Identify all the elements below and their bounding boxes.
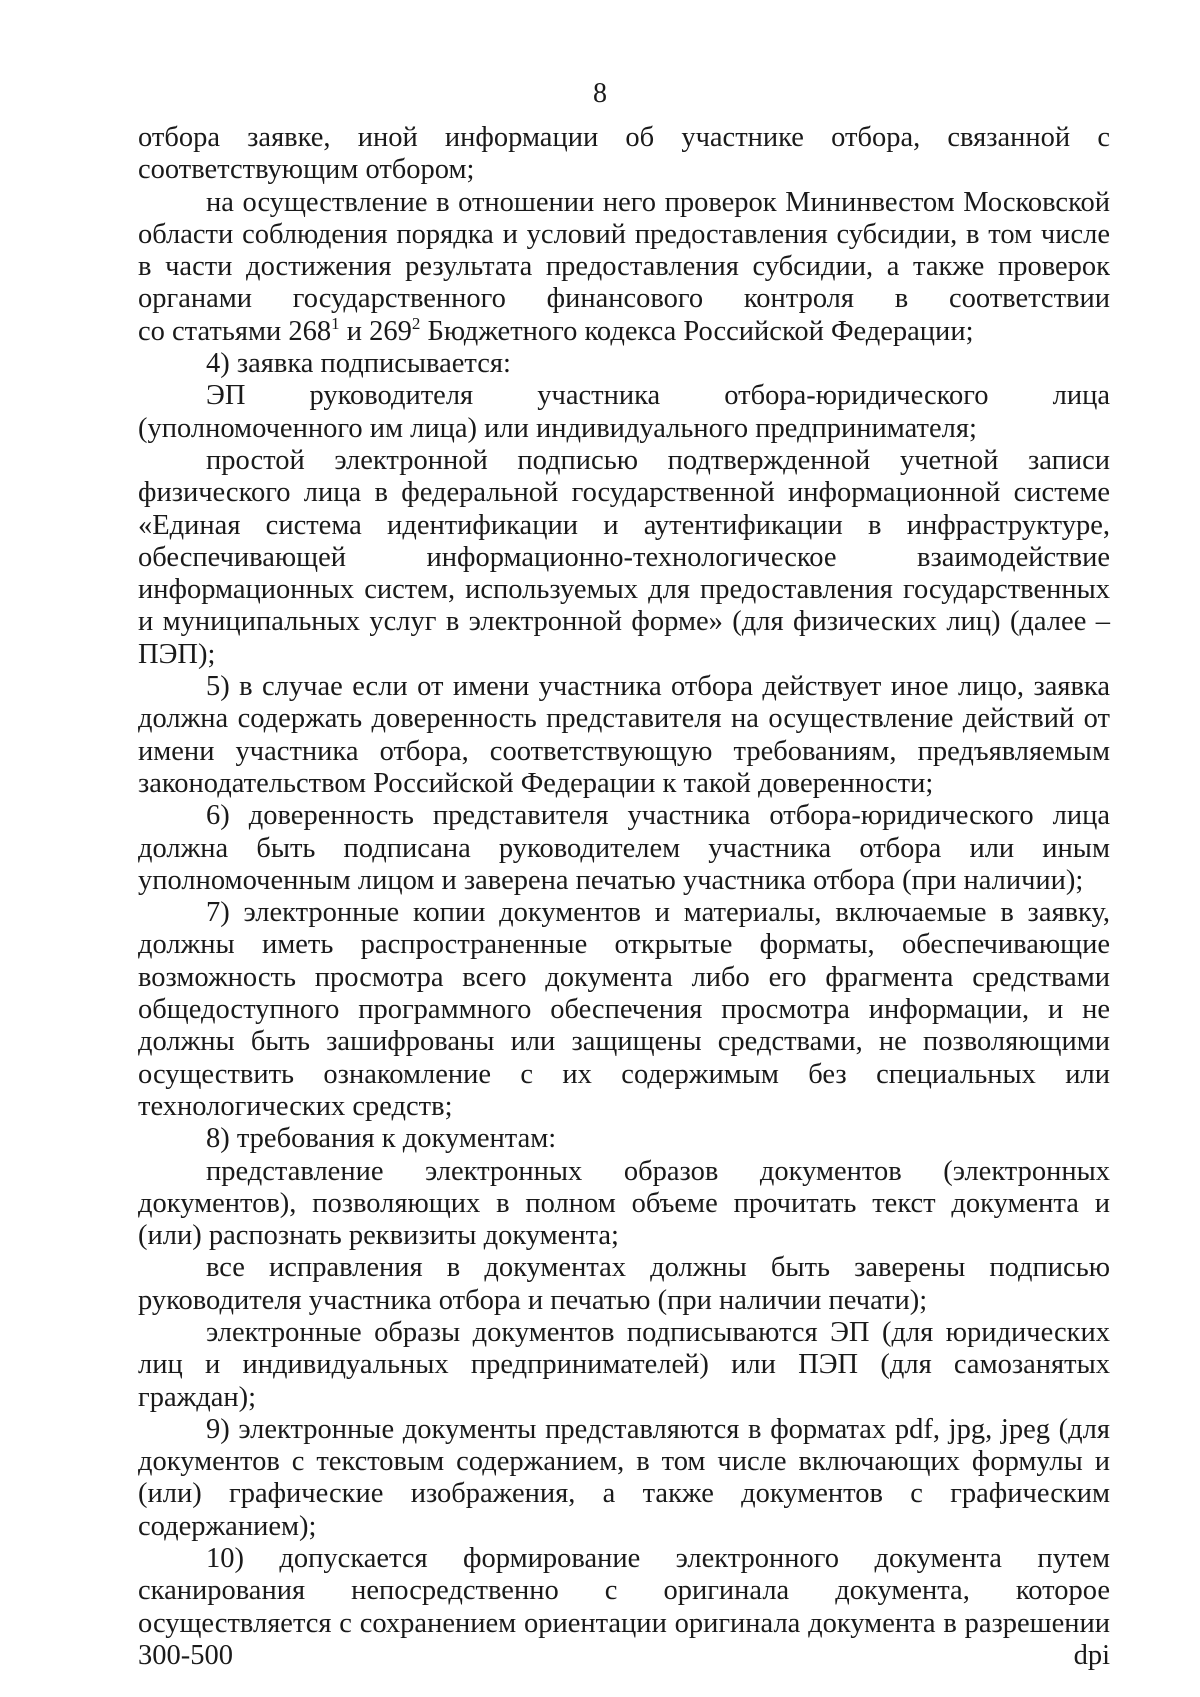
paragraph-consent-inspections: на осуществление в отношении него проверок Мининвестом Московской области соблюдения порядка и условий предоставления субсидии, в том числе в части достижения результата предоставления субсидии, а также проверок органами государственного финансового контроля в соответствии — [138, 186, 1110, 315]
budget-code-text-c: Бюджетного кодекса Российской Федерации; — [420, 315, 974, 347]
paragraph-item-10: 10) допускается формирование электронного документа путем сканирования непосредственно с оригинала документа, которое осуществляется с сохранением ориентации оригинала документа в разрешении 300-500 dpi — [138, 1543, 1110, 1671]
paragraph-item-6: 6) доверенность представителя участника отбора-юридического лица должна быть подписана руководителем участника отбора или иным уполномоченным лицом и заверена печатью участника отбора (при наличии); — [138, 800, 1110, 896]
page-number: 8 — [593, 78, 607, 109]
paragraph-item-4: 4) заявка подписывается: — [206, 348, 511, 380]
paragraph-signing-rules: электронные образы документов подписываются ЭП (для юридических лиц и индивидуальных предпринимателей) или ПЭП (для самозанятых граждан); — [138, 1316, 1110, 1413]
paragraph-item-5: 5) в случае если от имени участника отбора действует иное лицо, заявка должна содержать доверенность представителя на осуществление действий от имени участника отбора, соответствующую требованиям, предъявляемым законодательством Российской Федерации к такой доверенности; — [138, 671, 1110, 799]
document-body — [138, 122, 1110, 1672]
paragraph-item-8: 8) требования к документам: — [206, 1123, 557, 1155]
budget-code-text-a: со статьями 268 — [138, 315, 332, 347]
article-269-superscript: 2 — [411, 313, 421, 333]
article-268-superscript: 1 — [331, 313, 340, 333]
paragraph-item-9: 9) электронные документы представляются в форматах pdf, jpg, jpeg (для документов с текстовым содержанием, в том числе включающих формулы и (или) графические изображения, а также документов с графическим содержанием); — [138, 1413, 1110, 1542]
paragraph-corrections: все исправления в документах должны быть заверены подписью руководителя участника отбора и печатью (при наличии печати); — [138, 1252, 1110, 1316]
paragraph-item-7: 7) электронные копии документов и материалы, включаемые в заявку, должны иметь распространенные открытые форматы, обеспечивающие возможность просмотра всего документа либо его фрагмента средствами общедоступного программного обеспечения просмотра информации, и не должны быть зашифрованы или защищены средствами, не позволяющими осуществить ознакомление с их содержимым без специальных или технологических средств; — [138, 897, 1110, 1122]
paragraph-electronic-images: представление электронных образов документов (электронных документов), позволяющих в полном объеме прочитать текст документа и (или) распознать реквизиты документа; — [138, 1155, 1110, 1252]
paragraph-continuation: отбора заявке, иной информации об участнике отбора, связанной с соответствующим отбором; — [138, 122, 1110, 186]
budget-code-text-b: и 269 — [339, 315, 412, 347]
paragraph-ep-signature: ЭП руководителя участника отбора-юридического лица (уполномоченного им лица) или индивидуального предпринимателя; — [138, 380, 1110, 444]
paragraph-simple-signature: простой электронной подписью подтвержденной учетной записи физического лица в федеральной государственной информационной системе «Единая система идентификации и аутентификации в инфраструктуре, обеспечивающей информационно-технологическое взаимодействие информационных систем, используемых для предоставления государственных и муниципальных услуг в электронной форме» (для физических лиц) (далее – ПЭП); — [138, 444, 1110, 670]
paragraph-budget-code-reference — [138, 313, 1110, 348]
